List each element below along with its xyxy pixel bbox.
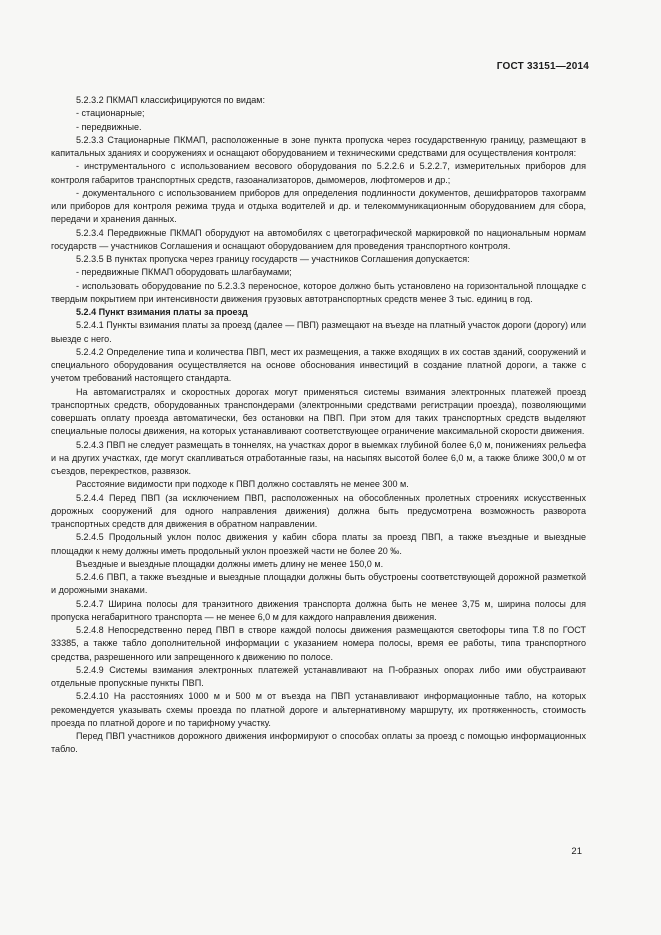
list-item: - документального с использованием приборов для определения подлинности документов, дешифраторов тахограмм или приборов для контроля режима труда и отдыха водителей и др. и телекоммуникационным оборудованием для сбора, передачи и хранения данных. [51,187,586,225]
paragraph: 5.2.4.6 ПВП, а также въездные и выездные площадки должны быть обустроены соответствующей дорожной разметкой и дорожными знаками. [51,572,586,596]
paragraph: 5.2.4.10 На расстояниях 1000 м и 500 м от въезда на ПВП устанавливают информационные табло, на которых рекомендуется указывать схемы проезда по платной дороге и альтернативному маршруту, их протяженность, стоимость проезда по платной дороге и по тарифному участку. [51,691,586,728]
paragraph: 5.2.4.5 Продольный уклон полос движения у кабин сбора платы за проезд ПВП, а также въездные и выездные площадки к нему должны иметь продольный уклон проезжей части не более 20 ‰. [51,532,586,556]
document-code-header: ГОСТ 33151—2014 [496,61,589,72]
paragraph: 5.2.4.2 Определение типа и количества ПВП, мест их размещения, а также входящих в их состав зданий, сооружений и специального оборудования осуществляется на основе обоснования инвестиций в создание платной дороги, а также с учетом требований настоящего стандарта. [51,346,586,384]
list-item: - стационарные; [76,108,145,119]
paragraph: 5.2.4.8 Непосредственно перед ПВП в створе каждой полосы движения размещаются светофоры типа Т.8 по ГОСТ 33385, а также табло дополнительной информации с указанием номера полосы, время ее работы, типа транспортного средства, разрешенного или запрещенного к движению по полосе. [51,625,586,662]
paragraph: 5.2.4.3 ПВП не следует размещать в тоннелях, на участках дорог в выемках глубиной более 6,0 м, понижениях рельефа и на других участках, где могут скапливаться отработанные газы, на насыпях высотой более 6,0 м, а также ближе 300,0 м от съездов, перекрестков, развязок. [51,439,586,476]
paragraph: 5.2.4.4 Перед ПВП (за исключением ПВП, расположенных на обособленных пролетных строениях искусственных дорожных сооружений для одного направления движения) должна быть предусмотрена возможность разворота транспортных средств для движения в обратном направлении. [51,492,586,529]
list-item: - использовать оборудование по 5.2.3.3 переносное, которое должно быть установлено на горизонтальной площадке с твердым покрытием при интенсивности движения грузовых автотранспортных средств менее 3 тыс. единиц в год. [51,280,586,304]
paragraph: 5.2.4.1 Пункты взимания платы за проезд (далее — ПВП) размещают на въезде на платный участок дороги (дорогу) или выезде с него. [51,320,586,344]
list-item: - передвижные ПКМАП оборудовать шлагбаумами; [76,267,292,278]
paragraph: 5.2.3.3 Стационарные ПКМАП, расположенные в зоне пункта пропуска через государственную границу, размещают в капитальных зданиях и сооружениях и оснащают оборудованием и техническими средствами для осуществления контроля: [51,134,586,158]
paragraph: 5.2.4.7 Ширина полосы для транзитного движения транспорта должна быть не менее 3,75 м, ширина полосы для пропуска негабаритного транспорта — не менее 6,0 м для каждого направления движения. [51,598,586,622]
paragraph: 5.2.4.9 Системы взимания электронных платежей устанавливают на П-образных опорах либо ими обустраивают отдельные пропускные пункты ПВП. [51,664,586,688]
paragraph: 5.2.3.5 В пунктах пропуска через границу государств — участников Соглашения допускается: [76,254,470,264]
paragraph: Въездные и выездные площадки должны иметь длину не менее 150,0 м. [76,558,384,569]
paragraph: 5.2.3.4 Передвижные ПКМАП оборудуют на автомобилях с цветографической маркировкой по национальным нормам государств — участников Соглашения и оснащают оборудованием для проведения транспортного контроля. [51,227,586,251]
document-body [51,94,586,757]
section-heading: 5.2.4 Пункт взимания платы за проезд [76,307,248,317]
paragraph: Расстояние видимости при подходе к ПВП должно составлять не менее 300 м. [76,479,409,490]
list-item: - инструментального с использованием весового оборудования по 5.2.2.6 и 5.2.2.7, измерительных приборов для контроля габаритов транспортных средств, газоанализаторов, дымомеров, люфтомеров и др.; [51,161,586,185]
paragraph: 5.2.3.2 ПКМАП классифицируются по видам: [76,95,266,105]
page-number: 21 [571,846,582,857]
paragraph: На автомагистралях и скоростных дорогах могут применяться системы взимания электронных платежей проезд транспортных средств, оборудованных транспондерами (электронными средствами регистрации проезда), позволяющими совершать оплату проезда автоматически, без остановки на ПВП. При этом для таких транспортных средств выделяют специальные полосы движения, на которых устанавливают соответствующее ограничение максимальной скорости движения. [51,386,586,437]
list-item: - передвижные. [76,121,142,132]
paragraph: Перед ПВП участников дорожного движения информируют о способах оплаты за проезд с помощью информационных табло. [51,731,586,755]
